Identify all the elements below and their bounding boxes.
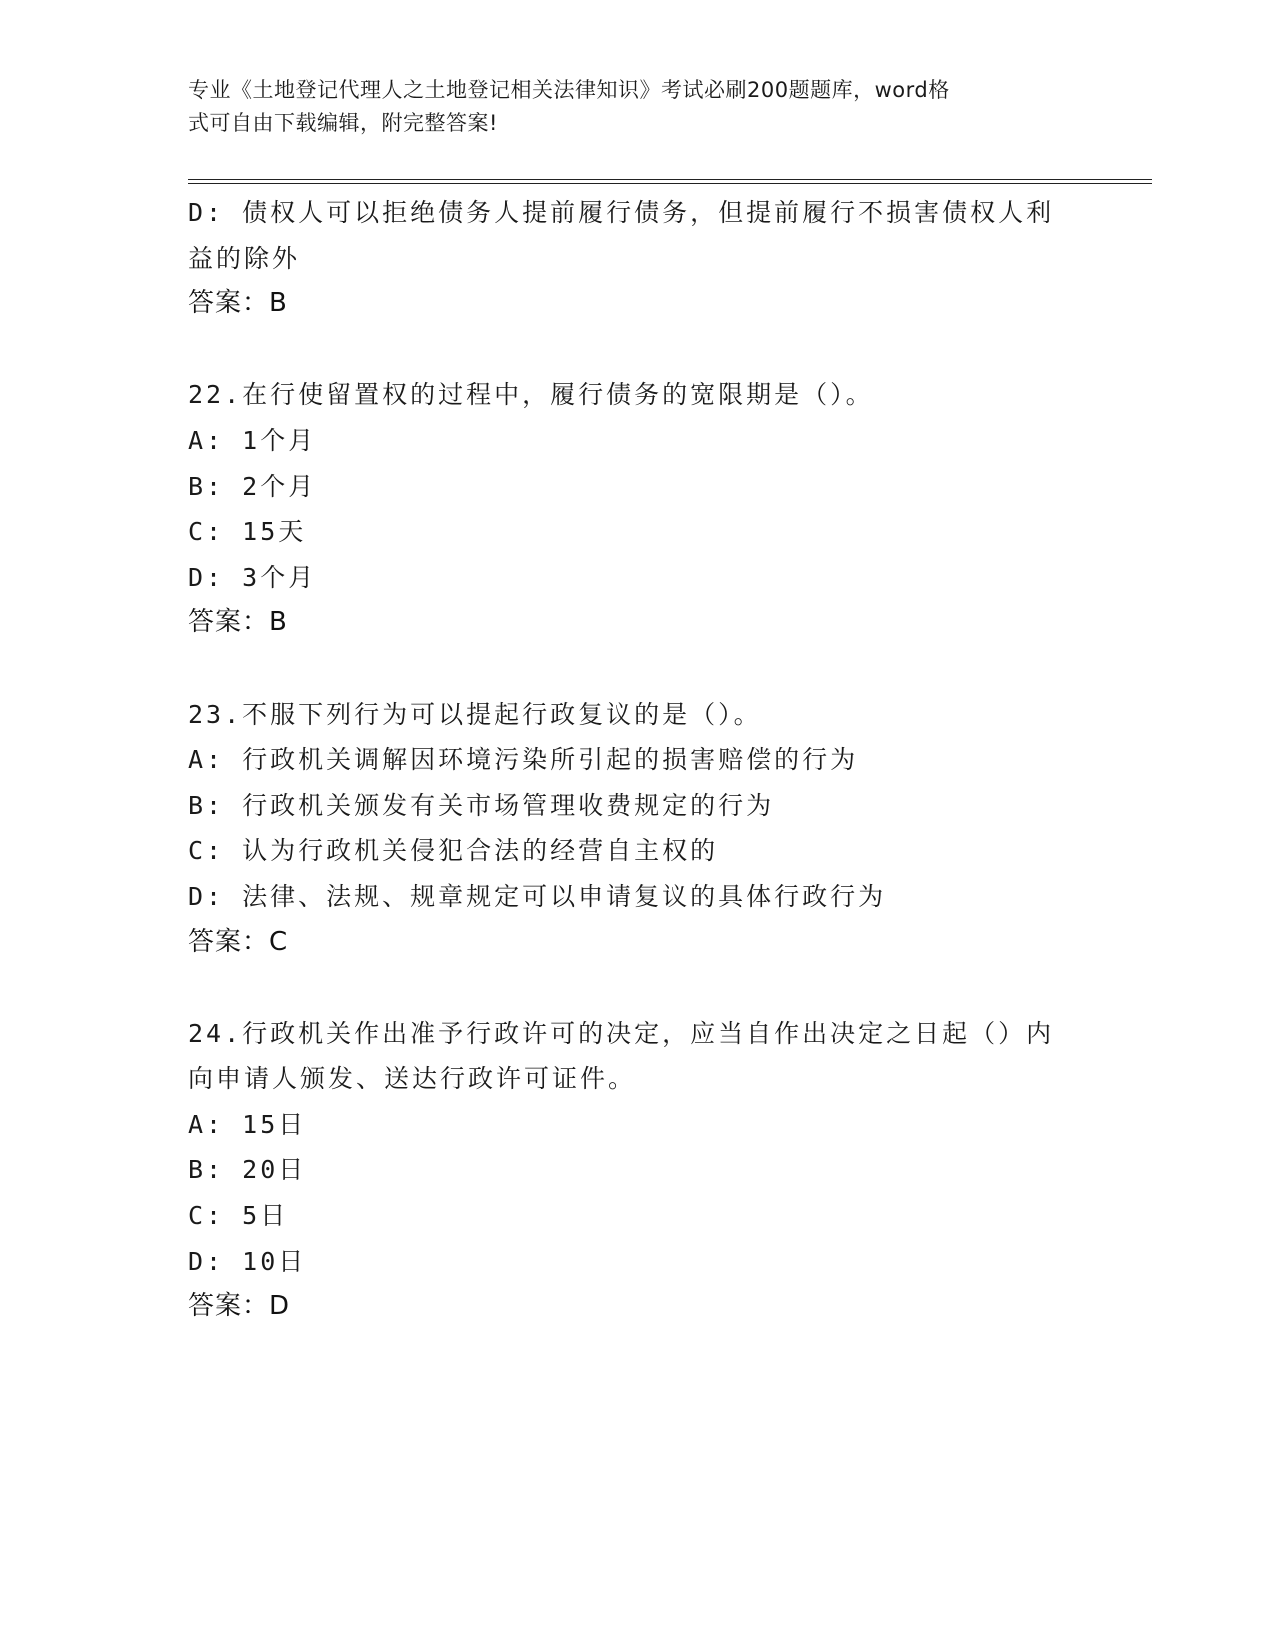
question-stem: 23.不服下列行为可以提起行政复议的是（）。 bbox=[188, 699, 762, 729]
question-list bbox=[188, 190, 1088, 1330]
option-c: C: 认为行政机关侵犯合法的经营自主权的 bbox=[188, 836, 719, 866]
document-header bbox=[188, 74, 1088, 140]
option-c: C: 15天 bbox=[188, 517, 307, 547]
answer: 答案：D bbox=[188, 1291, 291, 1322]
question-stem: 22.在行使留置权的过程中，履行债务的宽限期是（）。 bbox=[188, 380, 874, 410]
question-24 bbox=[188, 1011, 1088, 1330]
header-title-line-2: 式可自由下载编辑，附完整答案! bbox=[188, 111, 498, 135]
header-title-line-1: 专业《土地登记代理人之土地登记相关法律知识》考试必刷200题题库，word格 bbox=[188, 78, 950, 102]
option-d: D: 债权人可以拒绝债务人提前履行债务，但提前履行不损害债权人利 bbox=[188, 198, 1055, 227]
previous-question bbox=[188, 190, 1088, 327]
answer: 答案：C bbox=[188, 926, 289, 957]
option-d-continued: 益的除外 bbox=[188, 243, 301, 273]
spacer bbox=[188, 965, 1088, 1011]
spacer bbox=[188, 327, 1088, 373]
option-b: B: 2个月 bbox=[188, 471, 317, 501]
option-a: A: 1个月 bbox=[188, 425, 317, 455]
spacer bbox=[188, 646, 1088, 692]
option-d: D: 3个月 bbox=[188, 562, 317, 592]
option-d: D: 10日 bbox=[188, 1246, 307, 1276]
answer: 答案：B bbox=[188, 607, 288, 638]
question-22 bbox=[188, 372, 1088, 646]
option-a: A: 行政机关调解因环境污染所引起的损害赔偿的行为 bbox=[188, 745, 859, 775]
option-a: A: 15日 bbox=[188, 1109, 307, 1139]
question-stem-continued: 向申请人颁发、送达行政许可证件。 bbox=[188, 1064, 637, 1094]
header-divider bbox=[188, 179, 1152, 184]
answer: 答案：B bbox=[188, 288, 288, 319]
question-23 bbox=[188, 692, 1088, 966]
option-d: D: 法律、法规、规章规定可以申请复议的具体行政行为 bbox=[188, 881, 887, 911]
question-stem: 24.行政机关作出准予行政许可的决定，应当自作出决定之日起（）内 bbox=[188, 1018, 1055, 1048]
option-b: B: 行政机关颁发有关市场管理收费规定的行为 bbox=[188, 790, 775, 820]
option-c: C: 5日 bbox=[188, 1201, 289, 1231]
option-b: B: 20日 bbox=[188, 1155, 307, 1185]
